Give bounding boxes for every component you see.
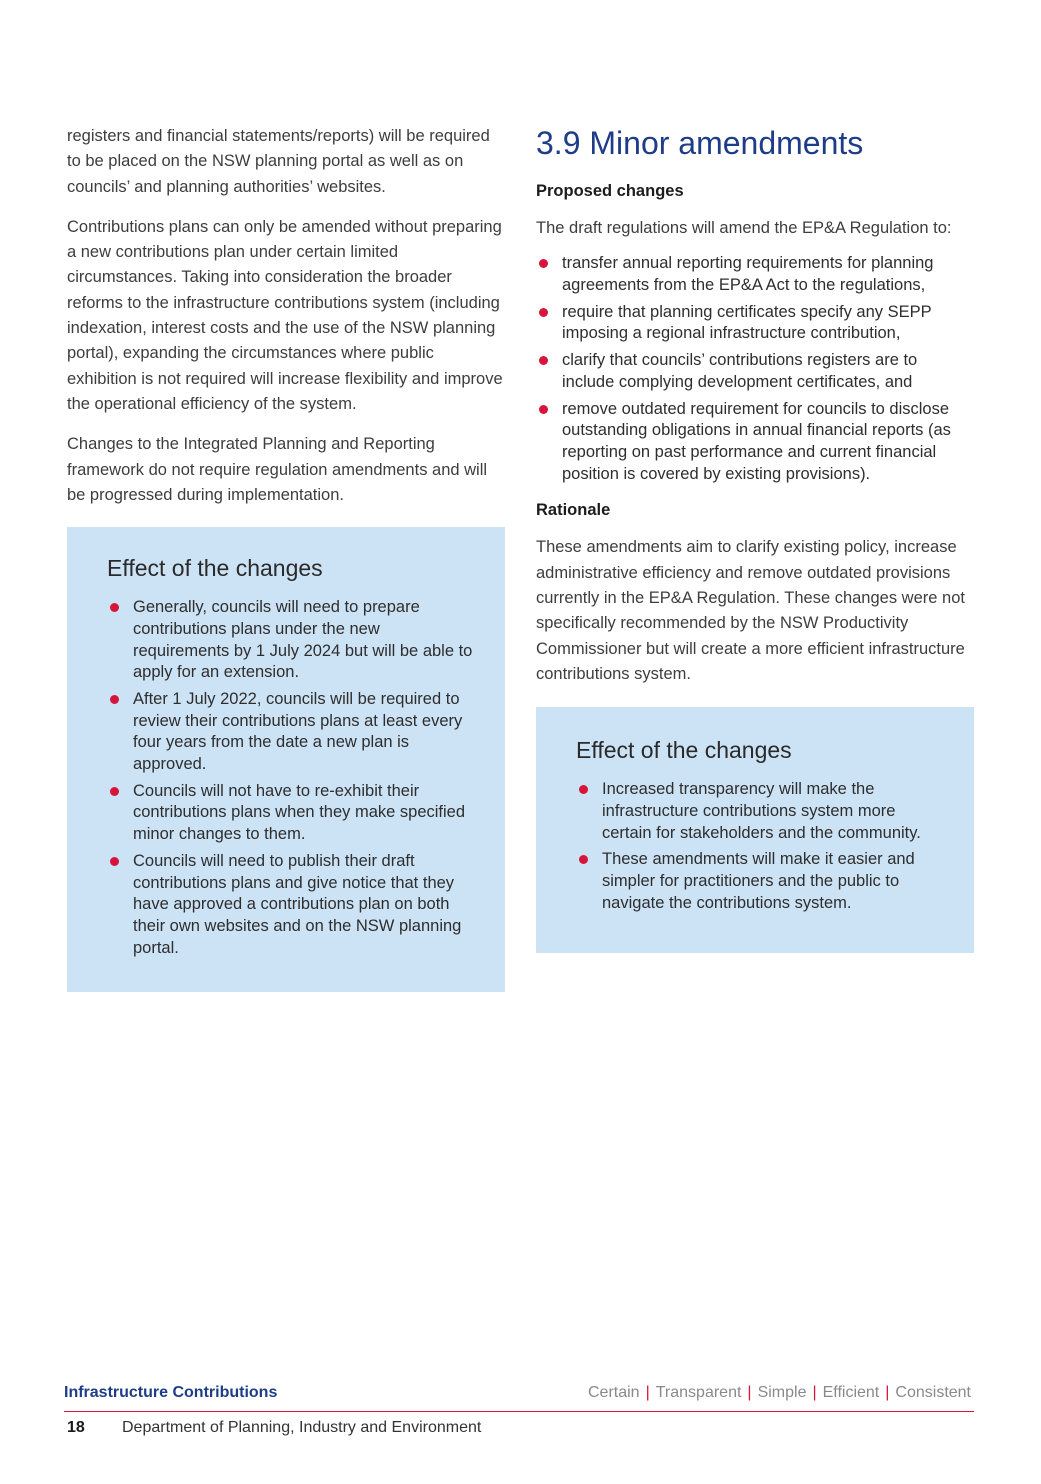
bullet-dot-icon bbox=[110, 603, 119, 612]
list-item: Councils will need to publish their draft contributions plans and give notice that they have approved a contributions plan on both their own websites and on the NSW planning portal. bbox=[107, 851, 475, 960]
box-title: Effect of the changes bbox=[107, 555, 323, 582]
list-item: clarify that councils’ contributions registers are to include complying development certificates, and bbox=[536, 350, 974, 393]
bullet-dot-icon bbox=[539, 405, 548, 414]
bullet-dot-icon bbox=[539, 259, 548, 268]
body-paragraph: Changes to the Integrated Planning and Reporting framework do not require regulation amendments and will be progressed during implementation. bbox=[67, 435, 488, 504]
section-heading: 3.9 Minor amendments bbox=[536, 125, 864, 161]
rationale-paragraph: These amendments aim to clarify existing policy, increase administrative efficiency and remove outdated provisions currently in the EP&A Regulation. These changes were not specifically recommended by the NSW Productivity Commissioner but will create a more efficient infrastructure contributions system. bbox=[536, 538, 965, 683]
page-number: 18 bbox=[67, 1419, 85, 1436]
effect-list bbox=[107, 597, 475, 959]
tag-consistent: Consistent bbox=[895, 1384, 971, 1401]
list-item: Generally, councils will need to prepare contributions plans under the new requirements by 1 July 2024 but will be able to apply for an extension. bbox=[107, 597, 475, 684]
proposed-changes-list bbox=[536, 253, 974, 485]
separator: | bbox=[812, 1384, 817, 1401]
list-item: After 1 July 2022, councils will be required to review their contributions plans at least every four years from the date a new plan is approved. bbox=[107, 689, 475, 776]
separator: | bbox=[645, 1384, 650, 1401]
tag-efficient: Efficient bbox=[822, 1384, 880, 1401]
department-name: Department of Planning, Industry and Environment bbox=[122, 1419, 482, 1436]
body-paragraph: Contributions plans can only be amended without preparing a new contributions plan under certain limited circumstances. Taking into consideration the broader reforms to the infrastructure contributions system (including indexation, interest costs and the use of the NSW planning portal), expanding the circumstances where public exhibition is not required will increase flexibility and improve the operational efficiency of the system. bbox=[67, 217, 503, 413]
footer-tagline bbox=[588, 1384, 971, 1402]
bullet-dot-icon bbox=[110, 695, 119, 704]
list-item: These amendments will make it easier and simpler for practitioners and the public to navigate the contributions system. bbox=[576, 849, 944, 914]
footer-divider bbox=[64, 1411, 974, 1412]
effect-list bbox=[576, 779, 944, 914]
bullet-dot-icon bbox=[110, 857, 119, 866]
bullet-dot-icon bbox=[579, 785, 588, 794]
separator: | bbox=[885, 1384, 890, 1401]
tag-certain: Certain bbox=[588, 1384, 640, 1401]
proposed-changes-heading: Proposed changes bbox=[536, 182, 684, 200]
bullet-dot-icon bbox=[110, 787, 119, 796]
list-item: transfer annual reporting requirements for planning agreements from the EP&A Act to the regulations, bbox=[536, 253, 974, 296]
separator: | bbox=[747, 1384, 752, 1401]
effect-of-changes-box bbox=[67, 527, 505, 992]
bullet-dot-icon bbox=[579, 855, 588, 864]
rationale-heading: Rationale bbox=[536, 501, 611, 520]
left-column bbox=[67, 124, 507, 992]
box-title: Effect of the changes bbox=[576, 737, 792, 764]
right-column bbox=[536, 122, 974, 953]
list-item: require that planning certificates specify any SEPP imposing a regional infrastructure contribution, bbox=[536, 302, 974, 345]
bullet-dot-icon bbox=[539, 356, 548, 365]
effect-of-changes-box bbox=[536, 707, 974, 953]
body-paragraph: registers and financial statements/reports) will be required to be placed on the NSW planning portal as well as on councils’ and planning authorities’ websites. bbox=[67, 127, 490, 196]
tag-transparent: Transparent bbox=[655, 1384, 742, 1401]
intro-paragraph: The draft regulations will amend the EP&A Regulation to: bbox=[536, 219, 952, 237]
bullet-dot-icon bbox=[539, 308, 548, 317]
list-item: remove outdated requirement for councils to disclose outstanding obligations in annual financial reports (as reporting on past performance and current financial position is covered by existing provisions). bbox=[536, 399, 974, 486]
list-item: Increased transparency will make the infrastructure contributions system more certain for stakeholders and the community. bbox=[576, 779, 944, 844]
list-item: Councils will not have to re-exhibit their contributions plans when they make specified minor changes to them. bbox=[107, 781, 475, 846]
tag-simple: Simple bbox=[757, 1384, 807, 1401]
footer-brand: Infrastructure Contributions bbox=[64, 1384, 278, 1401]
